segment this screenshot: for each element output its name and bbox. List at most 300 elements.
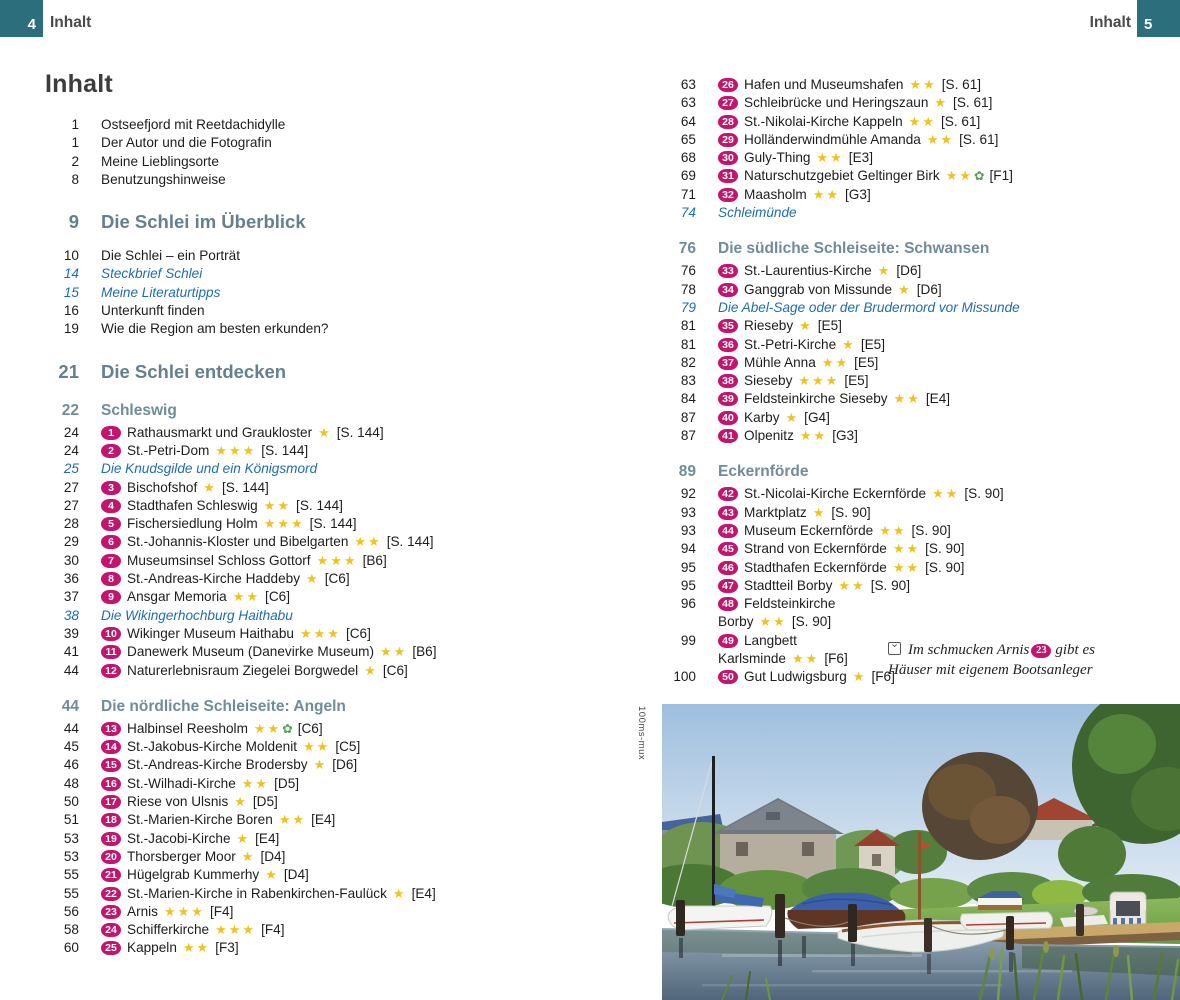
toc-sidebar-row[interactable] <box>45 284 620 302</box>
rating-stars: ★★ <box>278 812 307 828</box>
toc-entry-row[interactable] <box>45 247 620 265</box>
toc-entry-content <box>101 210 620 234</box>
toc-entry-row[interactable] <box>662 372 1180 390</box>
toc-entry-content <box>101 775 620 793</box>
toc-entry-label: Der Autor und die Fotografin <box>101 135 272 151</box>
toc-entry-row[interactable] <box>45 643 620 661</box>
toc-entry-row[interactable] <box>45 116 620 134</box>
toc-entry-row[interactable] <box>662 427 1180 445</box>
toc-entry-label: St.-Wilhadi-Kirche <box>127 775 236 791</box>
map-marker-badge: 25 <box>101 941 121 955</box>
rating-stars: ★ <box>898 281 912 297</box>
toc-entry-label: Wikinger Museum Haithabu <box>127 625 294 641</box>
toc-page-number: 58 <box>63 922 79 938</box>
toc-section-row <box>662 239 1180 259</box>
rating-stars: ★★ <box>926 131 955 147</box>
toc-page-number: 16 <box>63 303 79 319</box>
toc-entry-label: Museumsinsel Schloss Gottorf <box>127 552 311 568</box>
toc-page-number: 25 <box>63 461 79 477</box>
rating-stars: ★ <box>842 336 856 352</box>
toc-page-number: 63 <box>680 77 696 92</box>
toc-entry-content <box>101 401 620 421</box>
toc-entry-content <box>718 239 1180 259</box>
toc-entry-label: Eckernförde <box>718 463 809 481</box>
toc-entry-content <box>101 552 620 570</box>
toc-entry-content <box>718 485 1180 503</box>
map-marker-badge: 13 <box>101 722 121 736</box>
toc-entry-content <box>718 76 1180 94</box>
rating-stars: ★★★ <box>163 903 205 919</box>
toc-entry-label: Die nördliche Schleiseite: Angeln <box>101 697 346 715</box>
toc-sidebar-row[interactable] <box>45 460 620 478</box>
map-marker-badge: 9 <box>101 590 121 604</box>
toc-entry-label: Stadtteil Borby <box>744 577 833 593</box>
map-marker-badge: 15 <box>101 758 121 772</box>
toc-entry-row[interactable] <box>45 320 620 338</box>
toc-entry-label: Steckbrief Schlei <box>101 266 203 282</box>
toc-entry-row[interactable] <box>45 830 620 848</box>
toc-section-row <box>45 401 620 421</box>
toc-entry-content <box>101 607 620 625</box>
toc-entry-label: Benutzungshinweise <box>101 171 226 187</box>
toc-entry-row[interactable] <box>662 281 1180 299</box>
toc-entry-label: St.-Marien-Kirche in Rabenkirchen-Faulück <box>127 885 387 901</box>
toc-sidebar-row[interactable] <box>662 299 1180 317</box>
toc-entry-row[interactable] <box>45 811 620 829</box>
toc-entry-row[interactable] <box>45 302 620 320</box>
rating-stars: ★★ <box>892 559 921 575</box>
toc-page-number: 94 <box>680 541 696 557</box>
toc-entry-label: Gut Ludwigsburg <box>744 669 847 685</box>
map-marker-badge: 24 <box>101 923 121 937</box>
toc-entry-row[interactable] <box>662 559 1180 577</box>
caption-line-1 <box>888 638 1180 661</box>
toc-entry-row[interactable] <box>45 756 620 774</box>
toc-page-number: 27 <box>63 479 79 495</box>
toc-entry-row[interactable] <box>45 515 620 533</box>
toc-entry-row[interactable] <box>45 153 620 171</box>
toc-entry-content <box>101 903 620 921</box>
map-marker-badge: 12 <box>101 664 121 678</box>
toc-entry-row[interactable] <box>662 409 1180 427</box>
rating-stars: ★★ <box>909 77 937 92</box>
toc-page-number: 30 <box>63 552 79 568</box>
caption-text-after: gibt es <box>1055 642 1095 658</box>
toc-entry-row[interactable] <box>45 885 620 903</box>
toc-entry-row[interactable] <box>662 485 1180 503</box>
toc-entry-row[interactable] <box>45 793 620 811</box>
toc-page-number: 9 <box>68 211 79 233</box>
map-grid-reference: [E5] <box>860 336 885 352</box>
toc-entry-row[interactable] <box>662 113 1180 131</box>
toc-page-number: 69 <box>680 168 696 184</box>
toc-entry-row[interactable] <box>662 390 1180 408</box>
nature-reserve-icon: ✿ <box>282 721 293 736</box>
toc-page-number: 28 <box>63 516 79 532</box>
map-grid-reference: [S. 144] <box>386 534 434 550</box>
toc-entry-content <box>718 504 1180 522</box>
toc-entry-row[interactable] <box>662 354 1180 372</box>
toc-entry-content <box>101 756 620 774</box>
page-number-right: 5 <box>1144 16 1153 33</box>
toc-page-number: 15 <box>63 284 79 300</box>
toc-entry-content <box>718 262 1180 280</box>
toc-entry-label: Die Schlei im Überblick <box>101 211 306 233</box>
toc-page-number: 24 <box>63 424 79 440</box>
toc-entry-row[interactable] <box>45 720 620 738</box>
map-grid-reference: [D5] <box>274 775 300 791</box>
toc-column-left <box>45 70 620 958</box>
toc-entry-row[interactable] <box>45 497 620 515</box>
map-grid-reference: [B6] <box>412 644 437 660</box>
toc-entry-row[interactable] <box>45 552 620 570</box>
toc-entry-content <box>101 284 620 302</box>
map-marker-badge: 44 <box>718 524 738 538</box>
toc-entry-row[interactable] <box>45 775 620 793</box>
toc-page-number: 55 <box>63 885 79 901</box>
toc-entry-content <box>101 320 620 338</box>
toc-entry-label: Halbinsel Reesholm <box>127 720 248 736</box>
toc-entry-label: Ostseefjord mit Reetdachidylle <box>101 117 286 132</box>
toc-entry-row[interactable] <box>45 662 620 680</box>
toc-rows-left <box>45 116 620 958</box>
toc-entry-content <box>718 427 1180 445</box>
running-head-right: Inhalt <box>1089 14 1131 31</box>
map-grid-reference: [C5] <box>335 739 361 755</box>
toc-entry-content <box>718 354 1180 372</box>
toc-entry-label: Schleibrücke und Heringszaun <box>744 95 929 111</box>
map-marker-badge: 8 <box>101 572 121 586</box>
map-marker-badge: 29 <box>718 133 738 147</box>
rating-stars: ★★ <box>792 651 820 667</box>
toc-entry-content <box>101 497 620 515</box>
toc-entry-label: Rieseby <box>744 318 794 334</box>
toc-entry-content <box>101 720 620 738</box>
toc-entry-content <box>718 559 1180 577</box>
toc-entry-row[interactable] <box>662 262 1180 280</box>
toc-entry-content <box>101 643 620 661</box>
toc-entry-content <box>101 697 620 717</box>
rating-stars: ★ <box>234 794 248 810</box>
toc-chapter-row <box>45 360 620 384</box>
map-marker-badge: 33 <box>718 264 738 278</box>
toc-entry-label: Die Schlei entdecken <box>101 360 287 382</box>
map-grid-reference: [B6] <box>362 552 387 568</box>
toc-entry-content <box>718 462 1180 482</box>
toc-entry-content <box>718 409 1180 427</box>
toc-entry-label: Die Wikingerhochburg Haithabu <box>101 607 293 623</box>
toc-page-number: 27 <box>63 497 79 513</box>
toc-entry-row[interactable] <box>45 939 620 957</box>
toc-entry-content <box>101 570 620 588</box>
toc-entry-label: Hügelgrab Kummerhy <box>127 867 260 883</box>
map-marker-badge: 43 <box>718 506 738 520</box>
toc-page-number: 81 <box>680 336 696 352</box>
toc-entry-row[interactable] <box>662 317 1180 335</box>
caption-line-2: Häuser mit eigenem Bootsanleger <box>888 661 1093 678</box>
toc-entry-row[interactable] <box>45 533 620 551</box>
map-grid-reference: [S. 90] <box>791 614 832 630</box>
map-marker-badge: 34 <box>718 283 738 297</box>
toc-page-number: 81 <box>680 318 696 334</box>
map-grid-reference: [S. 144] <box>261 442 309 458</box>
map-grid-reference: [S. 61] <box>941 77 982 92</box>
toc-entry-label: Strand von Eckernförde <box>744 541 887 557</box>
map-marker-badge: 23 <box>1031 644 1051 658</box>
map-marker-badge: 19 <box>101 832 121 846</box>
toc-entry-label: Hafen und Museumshafen <box>744 77 904 92</box>
rating-stars: ★★ <box>263 497 292 513</box>
toc-page-number: 95 <box>680 559 696 575</box>
toc-entry-row[interactable] <box>662 149 1180 167</box>
map-grid-reference: [E3] <box>848 150 873 166</box>
toc-page-number: 99 <box>680 632 696 648</box>
toc-entry-content <box>718 522 1180 540</box>
page-title: Inhalt <box>45 70 113 98</box>
map-marker-badge: 22 <box>101 887 121 901</box>
map-grid-reference: [S. 90] <box>911 522 951 538</box>
photo-credit: 100ms-mux <box>636 706 647 761</box>
toc-entry-label: Marktplatz <box>744 504 807 520</box>
toc-section-row <box>45 697 620 717</box>
map-marker-badge: 47 <box>718 579 738 593</box>
map-grid-reference: [S. 61] <box>940 113 981 129</box>
toc-entry-label: St.-Andreas-Kirche Brodersby <box>127 757 308 773</box>
map-marker-badge: 2 <box>101 444 121 458</box>
map-grid-reference: [E5] <box>854 354 879 370</box>
toc-entry-label: Schleimünde <box>718 205 797 221</box>
toc-entry-content <box>101 515 620 533</box>
toc-page-number: 10 <box>63 248 79 264</box>
toc-entry-label: Die Schlei – ein Porträt <box>101 248 241 264</box>
toc-entry-row[interactable] <box>662 522 1180 540</box>
toc-entry-content <box>101 479 620 497</box>
toc-entry-row[interactable] <box>662 504 1180 522</box>
toc-page-number: 2 <box>71 153 79 169</box>
map-marker-badge: 46 <box>718 561 738 575</box>
toc-entry-row[interactable] <box>45 134 620 152</box>
rating-stars: ★★ <box>182 940 211 956</box>
toc-entry-row[interactable] <box>662 94 1180 112</box>
map-grid-reference: [D6] <box>916 281 942 297</box>
toc-entry-content <box>101 460 620 478</box>
toc-entry-row[interactable] <box>45 921 620 939</box>
toc-entry-row[interactable] <box>45 442 620 460</box>
rating-stars: ★★★ <box>263 516 305 532</box>
toc-entry-content <box>101 171 620 189</box>
toc-page-number: 79 <box>680 299 696 315</box>
map-grid-reference: [D6] <box>332 757 358 773</box>
toc-entry-content <box>101 811 620 829</box>
toc-entry-label: Rathausmarkt und Graukloster <box>127 424 313 440</box>
toc-page-number: 38 <box>63 607 79 623</box>
toc-entry-row[interactable] <box>45 171 620 189</box>
toc-entry-row[interactable] <box>662 595 1180 613</box>
rating-stars: ★ <box>799 318 813 334</box>
map-marker-badge: 20 <box>101 850 121 864</box>
toc-entry-label: Arnis <box>127 903 158 919</box>
rating-stars: ★★★ <box>215 922 257 938</box>
rating-stars: ★ <box>313 757 328 773</box>
toc-entry-label: Die Knudsgilde und ein Königsmord <box>101 461 318 477</box>
map-grid-reference: [G4] <box>804 409 830 425</box>
map-marker-badge: 50 <box>718 670 738 684</box>
toc-page-number: 45 <box>63 739 79 755</box>
map-marker-badge: 17 <box>101 795 121 809</box>
toc-entry-row[interactable] <box>45 424 620 442</box>
rating-stars: ★★★ <box>316 552 358 568</box>
toc-page-number: 93 <box>680 504 696 520</box>
toc-page-number: 55 <box>63 867 79 883</box>
toc-entry-label: Kappeln <box>127 940 177 956</box>
toc-entry-continuation[interactable] <box>662 613 1180 631</box>
rating-stars: ★★ <box>821 354 850 370</box>
map-grid-reference: [D5] <box>252 794 278 810</box>
toc-entry-label: St.-Jakobus-Kirche Moldenit <box>127 739 297 755</box>
toc-entry-label: St.-Andreas-Kirche Haddeby <box>127 571 301 587</box>
toc-rows-right <box>662 76 1180 687</box>
toc-entry-row[interactable] <box>45 738 620 756</box>
rating-stars: ★★ <box>354 534 382 550</box>
toc-page-number: 68 <box>680 150 696 166</box>
toc-entry-content <box>718 131 1180 149</box>
toc-entry-label: Die südliche Schleiseite: Schwansen <box>718 240 990 258</box>
map-grid-reference: [S. 61] <box>953 95 993 111</box>
map-grid-reference: [E4] <box>255 830 280 846</box>
rating-stars: ★★ <box>799 428 828 444</box>
toc-entry-row[interactable] <box>45 625 620 643</box>
map-marker-badge: 37 <box>718 356 738 370</box>
toc-entry-label: St.-Laurentius-Kirche <box>744 263 872 279</box>
toc-sidebar-row[interactable] <box>45 607 620 625</box>
toc-entry-label: Feldsteinkirche <box>744 596 836 612</box>
rating-stars: ★ <box>318 424 332 440</box>
toc-entry-label: Meine Lieblingsorte <box>101 153 219 169</box>
toc-entry-row[interactable] <box>662 577 1180 595</box>
toc-entry-content <box>101 134 620 152</box>
marina-photo <box>662 704 1180 1000</box>
map-grid-reference: [S. 144] <box>296 497 343 513</box>
toc-entry-label: Ganggrab von Missunde <box>744 281 893 297</box>
toc-entry-content <box>718 317 1180 335</box>
toc-page-number: 44 <box>63 662 79 678</box>
map-grid-reference: [S. 90] <box>870 577 911 593</box>
toc-page-number: 21 <box>58 360 79 382</box>
toc-page-number: 95 <box>680 577 696 593</box>
map-marker-badge: 21 <box>101 868 121 882</box>
toc-entry-content <box>718 613 1180 631</box>
toc-entry-label: Wie die Region am besten erkunden? <box>101 321 329 337</box>
map-marker-badge: 7 <box>101 554 121 568</box>
toc-entry-content <box>718 149 1180 167</box>
toc-page-number: 89 <box>678 463 696 481</box>
toc-page-number: 39 <box>63 625 79 641</box>
toc-entry-content <box>718 186 1180 204</box>
toc-entry-label: Museum Eckernförde <box>744 522 874 538</box>
toc-entry-row[interactable] <box>45 866 620 884</box>
toc-page-number: 82 <box>680 354 696 370</box>
map-grid-reference: [D4] <box>283 867 309 883</box>
toc-entry-row[interactable] <box>662 540 1180 558</box>
toc-entry-content <box>718 540 1180 558</box>
rating-stars: ★★ <box>253 720 282 736</box>
toc-entry-row[interactable] <box>662 76 1180 94</box>
toc-page-number: 87 <box>680 428 696 444</box>
toc-page-number: 78 <box>680 281 696 297</box>
rating-stars: ★ <box>306 571 320 587</box>
toc-entry-content <box>101 116 620 134</box>
map-marker-badge: 26 <box>718 78 738 92</box>
map-grid-reference: [S. 90] <box>831 504 871 520</box>
toc-page-number: 60 <box>63 940 79 956</box>
toc-sidebar-row[interactable] <box>45 265 620 283</box>
toc-entry-content <box>718 299 1180 317</box>
toc-entry-content <box>101 424 620 442</box>
map-marker-badge: 4 <box>101 499 121 513</box>
rating-stars: ★★ <box>759 614 787 630</box>
toc-entry-label: Maasholm <box>744 186 807 202</box>
map-marker-badge: 11 <box>101 645 121 659</box>
rating-stars: ★ <box>785 409 800 425</box>
toc-page-number: 92 <box>680 486 696 502</box>
map-grid-reference: [S. 144] <box>309 516 357 532</box>
toc-entry-row[interactable] <box>45 903 620 921</box>
toc-page-number: 14 <box>63 266 79 282</box>
rating-stars: ★★ <box>932 486 960 502</box>
toc-page-number: 46 <box>63 757 79 773</box>
toc-sidebar-row[interactable] <box>662 204 1180 222</box>
toc-entry-row[interactable] <box>45 479 620 497</box>
toc-entry-content <box>718 390 1180 408</box>
map-grid-reference: [E4] <box>411 885 436 901</box>
toc-entry-row[interactable] <box>662 131 1180 149</box>
map-marker-badge: 49 <box>718 634 738 648</box>
map-grid-reference: [F6] <box>824 651 848 667</box>
toc-entry-label: St.-Johannis-Kloster und Bibelgarten <box>127 534 349 550</box>
map-marker-badge: 10 <box>101 627 121 641</box>
map-grid-reference: [C6] <box>382 662 408 678</box>
rating-stars: ★★★ <box>215 442 257 458</box>
toc-entry-content <box>718 204 1180 222</box>
toc-entry-label: Naturerlebnisraum Ziegelei Borgwedel <box>127 662 359 678</box>
toc-entry-label: Feldsteinkirche Sieseby <box>744 391 888 407</box>
toc-entry-row[interactable] <box>662 167 1180 185</box>
toc-entry-row[interactable] <box>45 588 620 606</box>
rating-stars: ★★ <box>879 522 907 538</box>
toc-entry-content <box>101 921 620 939</box>
toc-entry-row[interactable] <box>45 848 620 866</box>
map-marker-badge: 23 <box>101 905 121 919</box>
toc-entry-content <box>718 281 1180 299</box>
toc-entry-label: Schleswig <box>101 401 177 419</box>
toc-entry-row[interactable] <box>662 186 1180 204</box>
map-marker-badge: 3 <box>101 481 121 495</box>
toc-entry-content <box>101 793 620 811</box>
toc-entry-row[interactable] <box>45 570 620 588</box>
map-marker-badge: 18 <box>101 813 121 827</box>
toc-entry-row[interactable] <box>662 336 1180 354</box>
toc-page-number: 96 <box>680 596 696 612</box>
toc-page-number: 74 <box>680 205 696 221</box>
chevron-down-icon: ⌄ <box>890 638 900 650</box>
map-grid-reference: [S. 144] <box>336 424 384 440</box>
toc-entry-content <box>718 336 1180 354</box>
toc-entry-content <box>101 848 620 866</box>
rating-stars: ★★ <box>908 113 936 129</box>
toc-entry-label: Fischersiedlung Holm <box>127 516 258 532</box>
toc-entry-content <box>101 738 620 756</box>
map-grid-reference: [C6] <box>345 625 371 641</box>
